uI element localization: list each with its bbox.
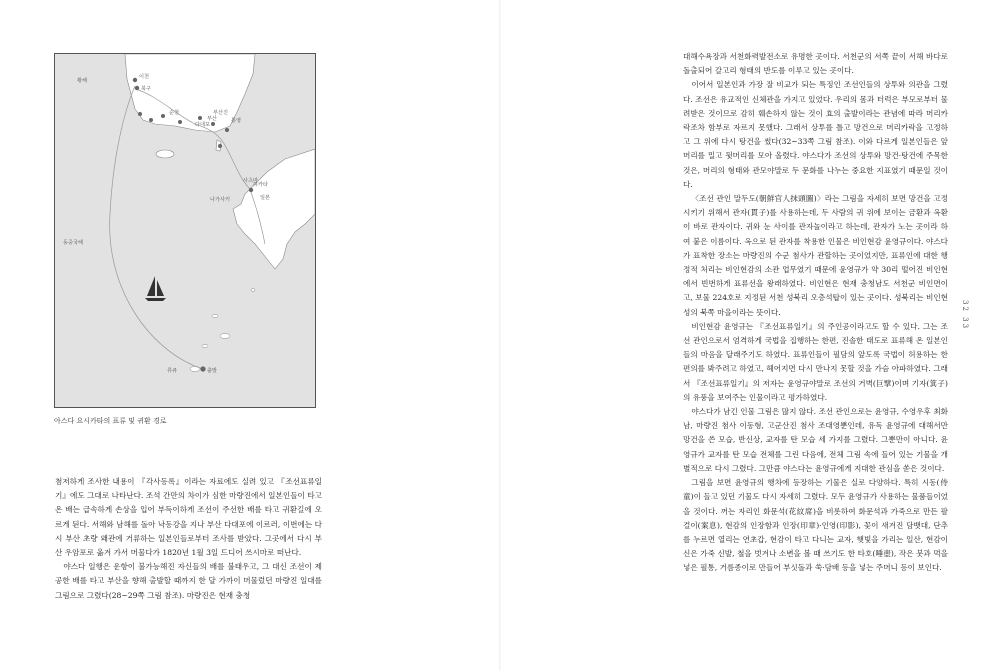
dot-2: [149, 118, 153, 122]
dot-1: [138, 112, 142, 116]
left-paragraph-2: 야스다 일행은 운항이 불가능해진 자신들의 배를 불태우고, 그 대신 조선이 제공한 배를 타고 부산을 향해 출발할 때까지 한 달 가까이 머물렀던 마량진 일대를 그림으로 그렸다(28~29쪽 그림 참조). 마량진은 현재 충청: [55, 562, 322, 600]
right-paragraph-1: 대해수욕장과 서천화력발전소로 유명한 곳이다. 서천군의 서쪽 끝이 서해 바다로 돌출되어 갈고리 형태의 반도를 이루고 있는 곳이다.: [683, 52, 948, 76]
right-paragraph-6: 그림을 보면 윤영규의 행차에 등장하는 기물은 실로 다양하다. 특히 시동(侍童)이 들고 있던 기물도 다시 자세히 그렸다. 모두 윤영규가 사용하는 물품들이었을 것이다. 꺼는 자리인 화문석(花紋席)을 비롯하여 화문석과 가죽으로 만든 팔걸이(案息), 현감의 인장함과 인장(印章)·인영(印影), 꽃이 새겨진 담뱃대, 단추를 누르면 열리는 연초갑, 현감이 타고 다니는 교자, 햇빛을 가리는 일산, 현감이 신은 가죽 신발, 철을 벗겨나 소변을 볼 때 쓰기도 한 타호(唾壺), 작은 붓과 먹을 넣은 필통, 거름종이로 만들어 부싯돌과 쑥·담배 등을 넣는 주머니 등이 보인다.: [683, 478, 948, 573]
dot-7: [225, 128, 229, 132]
right-body-text: [683, 50, 948, 576]
label-sea-top: 황해: [77, 78, 88, 84]
label-nagasaki: 나가사키: [210, 197, 231, 203]
dot-3: [161, 114, 165, 118]
label-bukgu: 북구: [141, 86, 152, 92]
dot-departure: [200, 366, 205, 371]
dot-5: [198, 116, 202, 120]
island-1: [251, 289, 255, 292]
label-busan-vert: 부산진: [213, 110, 229, 116]
right-paragraph-2: 이어서 일본인과 가장 잘 비교가 되는 특징인 조선인들의 상투와 의관을 그렸다. 조선은 유교적인 신체관을 가지고 있었다. 우리의 몸과 터럭은 부모로부터 물려받은 것이므로 감히 훼손하지 않는 것이 효의 출발이라는 관념에 따라 머리카락조차 함부로 자르지 못했다. 그래서 상투를 틀고 망건으로 머리카락을 고정하고 그 위에 다시 탕건을 썼다(32~33쪽 그림 참조). 이와 다르게 일본인들은 앞머리를 밀고 뒷머리를 모아 올렸다. 야스다가 조선의 상투와 망건·탕건에 주목한 것은, 머리의 형태와 관모야말로 두 문화를 나누는 중요한 지표였기 때문일 것이다.: [683, 80, 948, 189]
dot-6: [211, 122, 215, 126]
right-paragraph-3: 〈조선 관인 말두도(朝鮮官人抹頭圖)〉라는 그림을 자세히 보면 망건을 고정시키기 위해서 관자(貫子)를 사용하는데, 두 사람의 귀 위에 보이는 금환과 옥환이 바로 관자이다. 귀와 눈 사이를 관자놀이라고 하는데, 관자가 노는 곳이라 하여 붙은 이름이다. 옥으로 된 관자를 착용한 인물은 비인현감 윤영규이다. 야스다가 표착한 장소는 마량진의 수군 첨사가 관할하는 곳이었지만, 표류인에 대한 행정적 처리는 비인현감의 소관 업무였기 때문에 윤영규가 약 30리 떨어진 비인현에서 빈번하게 표류선을 왕래하였다. 비인현은 현재 충청남도 서천군 비인면이고, 보물 224호로 지정된 서천 성북리 오층석탑이 있는 곳이다. 성북리는 비인현성의 북쪽 마을이라는 뜻이다.: [683, 194, 948, 317]
label-departure: 출발: [207, 368, 218, 374]
dot-4: [178, 120, 182, 124]
right-paragraph-4: 비인현감 윤영규는 『조선표류일기』의 주인공이라고도 할 수 있다. 그는 조선 관인으로서 엄격하게 국법을 집행하는 한편, 진솔한 태도로 표류해 온 일본인들의 마음을 달래주기도 하였다. 표류인들이 필담의 앞도록 국법이 허용하는 한 편의를 봐주려고 하였고, 헤어지면 다시 만나지 못할 것을 가슴 아파하였다. 그래서 『조선표류일기』의 저자는 윤영규야말로 조선의 거벽(巨擘)이며 기자(箕子)의 유풍을 보여주는 인물이라고 평가하였다.: [683, 321, 948, 402]
japan-land: [233, 149, 315, 269]
map-caption: 아스다 요시카타의 표류 및 귀환 경로: [54, 417, 167, 425]
route-map: [54, 53, 316, 408]
jeju-island: [156, 150, 174, 158]
left-body-text: [55, 475, 322, 603]
left-paragraph-1: 첨저하게 조사한 내용이 『각사등록』이라는 자료에도 실려 있고 『조선표류일기』에도 그대로 나타난다. 조석 간만의 차이가 심한 마량진에서 일본인들이 타고 온 배는 급속하게 손상을 입어 부득이하게 조선이 주선한 배를 타고 귀환길에 오르게 된다. 서해와 남해를 돌아 낙동강을 지나 부산 다대포에 이르러, 이번에는 다시 부산 초량 왜관에 거류하는 일본인들로부터 조사를 받았다. 그곳에서 다시 부산 우암포로 옮겨 가서 머물다가 1820년 1월 3일 드디어 쓰시마로 떠난다.: [55, 477, 322, 558]
label-icheon: 이천: [139, 74, 150, 80]
dot-hakata: [249, 188, 253, 192]
right-paragraph-5: 야스다가 남긴 인물 그림은 많지 않다. 조선 관인으로는 윤영규, 수영우후 최화남, 마량진 첨사 이동형, 고군산진 첨사 조대영뿐인데, 유독 윤영규에 대해서만 망건을 쓴 모습, 반신상, 교자를 탄 모습 세 가지를 그렸다. 그뿐만이 아니다. 윤영규가 교자를 탄 모습 전체를 그린 다음에, 전체 그림 속에 들어 있는 기물을 개별적으로 다시 그렸다. 그만큼 야스다는 윤영규에게 지대한 관심을 쏟은 것이다.: [683, 407, 948, 473]
route-map-svg: [55, 54, 315, 407]
label-sanchon: 사츠마: [243, 178, 259, 184]
label-daedu: 다대포: [195, 122, 211, 128]
label-suncheon: 순천: [169, 110, 180, 116]
label-hakata: 하카타: [253, 182, 269, 188]
label-japan: 일본: [260, 195, 271, 201]
dot-8: [218, 144, 222, 148]
label-sea-left: 동중국해: [63, 240, 84, 246]
island-4: [202, 344, 208, 347]
island-2: [212, 314, 218, 317]
sailboat-icon: [145, 276, 166, 301]
label-tongyeong: 통영: [231, 118, 242, 124]
page-numbers: 32 33: [961, 300, 969, 331]
island-3: [220, 334, 230, 339]
dot-bukgu: [135, 86, 139, 90]
dot-icheon: [133, 78, 137, 82]
label-busan: 부산: [207, 116, 218, 122]
label-ryukyu: 류큐: [167, 368, 178, 374]
